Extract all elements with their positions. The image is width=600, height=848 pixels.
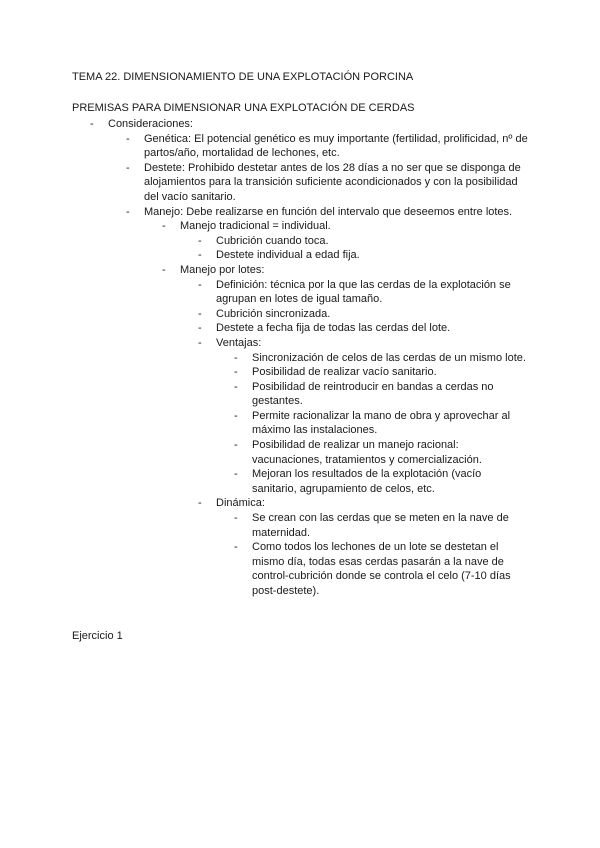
bullet-dash: - <box>162 220 166 233</box>
bullet-dash: - <box>234 366 238 379</box>
list-item <box>72 351 528 366</box>
item-text: Cubrición cuando toca. <box>216 234 329 247</box>
bullet-dash: - <box>198 278 202 291</box>
list-item <box>72 234 528 249</box>
bullet-dash: - <box>162 263 166 276</box>
list-item <box>72 365 528 380</box>
list-item <box>72 409 528 438</box>
item-text: Destete: Prohibido destetar antes de los 28 días a no ser que se disponga de alojamientos para la transición suficiente acondicionados y con la posibilidad del vacío sanitario. <box>144 161 521 203</box>
list-item-ventajas <box>72 336 528 351</box>
list-item-genetica <box>72 132 528 161</box>
bullet-dash: - <box>234 512 238 525</box>
item-text: Como todos los lechones de un lote se destetan el mismo día, todas esas cerdas pasarán a la nave de control-cubrición donde se controla el celo (7-10 días post-destete). <box>252 541 511 597</box>
item-text: Mejoran los resultados de la explotación (vacío sanitario, agrupamiento de celos, etc. <box>252 468 482 495</box>
item-text: Cubrición sincronizada. <box>216 307 331 320</box>
bullet-dash: - <box>126 205 130 218</box>
bullet-dash: - <box>234 468 238 481</box>
item-text: Genética: El potencial genético es muy importante (fertilidad, prolificidad, nº de partos/año, mortalidad de lechones, etc. <box>144 132 528 160</box>
item-text: Posibilidad de reintroducir en bandas a cerdas no gestantes. <box>252 380 494 408</box>
outline <box>72 117 528 599</box>
list-item-dinamica <box>72 496 528 511</box>
list-item <box>72 540 528 598</box>
list-item <box>72 307 528 322</box>
bullet-dash: - <box>198 497 202 510</box>
list-item <box>72 438 528 467</box>
item-text: Sincronización de celos de las cerdas de un mismo lote. <box>252 351 526 364</box>
list-item-manejo <box>72 205 528 220</box>
bullet-dash: - <box>234 541 238 554</box>
item-text: Se crean con las cerdas que se meten en la nave de maternidad. <box>252 512 509 539</box>
item-text: Posibilidad de realizar un manejo racional: vacunaciones, tratamientos y comercialización. <box>252 439 482 466</box>
item-text: Manejo tradicional = individual. <box>180 220 331 233</box>
bullet-dash: - <box>198 234 202 247</box>
item-text: Manejo por lotes: <box>180 263 265 276</box>
item-text: Posibilidad de realizar vacío sanitario. <box>252 366 437 379</box>
list-item-definicion <box>72 278 528 307</box>
item-text: Destete a fecha fija de todas las cerdas del lote. <box>216 322 451 335</box>
list-item <box>72 321 528 336</box>
bullet-dash: - <box>126 161 130 174</box>
item-text: Definición: técnica por la que las cerdas de la explotación se agrupan en lotes de igual tamaño. <box>216 278 511 306</box>
exercise-heading: Ejercicio 1 <box>72 630 123 642</box>
list-item-manejo-tradicional <box>72 219 528 234</box>
bullet-dash: - <box>198 307 202 320</box>
list-item <box>72 511 528 540</box>
bullet-dash: - <box>198 336 202 349</box>
list-item <box>72 248 528 263</box>
bullet-dash: - <box>126 132 130 145</box>
bullet-dash: - <box>234 409 238 422</box>
item-text: Destete individual a edad fija. <box>216 249 360 262</box>
list-item <box>72 380 528 409</box>
list-item-consideraciones <box>72 117 528 132</box>
list-item <box>72 467 528 496</box>
section-heading: PREMISAS PARA DIMENSIONAR UNA EXPLOTACIÓN DE CERDAS <box>72 102 415 114</box>
list-item-manejo-lotes <box>72 263 528 278</box>
bullet-dash: - <box>90 118 94 130</box>
bullet-dash: - <box>198 322 202 335</box>
bullet-dash: - <box>234 380 238 393</box>
bullet-dash: - <box>234 439 238 452</box>
item-text: Dinámica: <box>216 497 265 510</box>
list-item-destete <box>72 161 528 205</box>
bullet-dash: - <box>234 351 238 364</box>
bullet-dash: - <box>198 249 202 262</box>
item-text: Permite racionalizar la mano de obra y aprovechar al máximo las instalaciones. <box>252 409 511 437</box>
item-text: Consideraciones: <box>108 118 193 130</box>
item-text: Manejo: Debe realizarse en función del intervalo que deseemos entre lotes. <box>144 205 513 218</box>
document-title: TEMA 22. DIMENSIONAMIENTO DE UNA EXPLOTACIÓN PORCINA <box>72 71 414 83</box>
item-text: Ventajas: <box>216 336 262 349</box>
